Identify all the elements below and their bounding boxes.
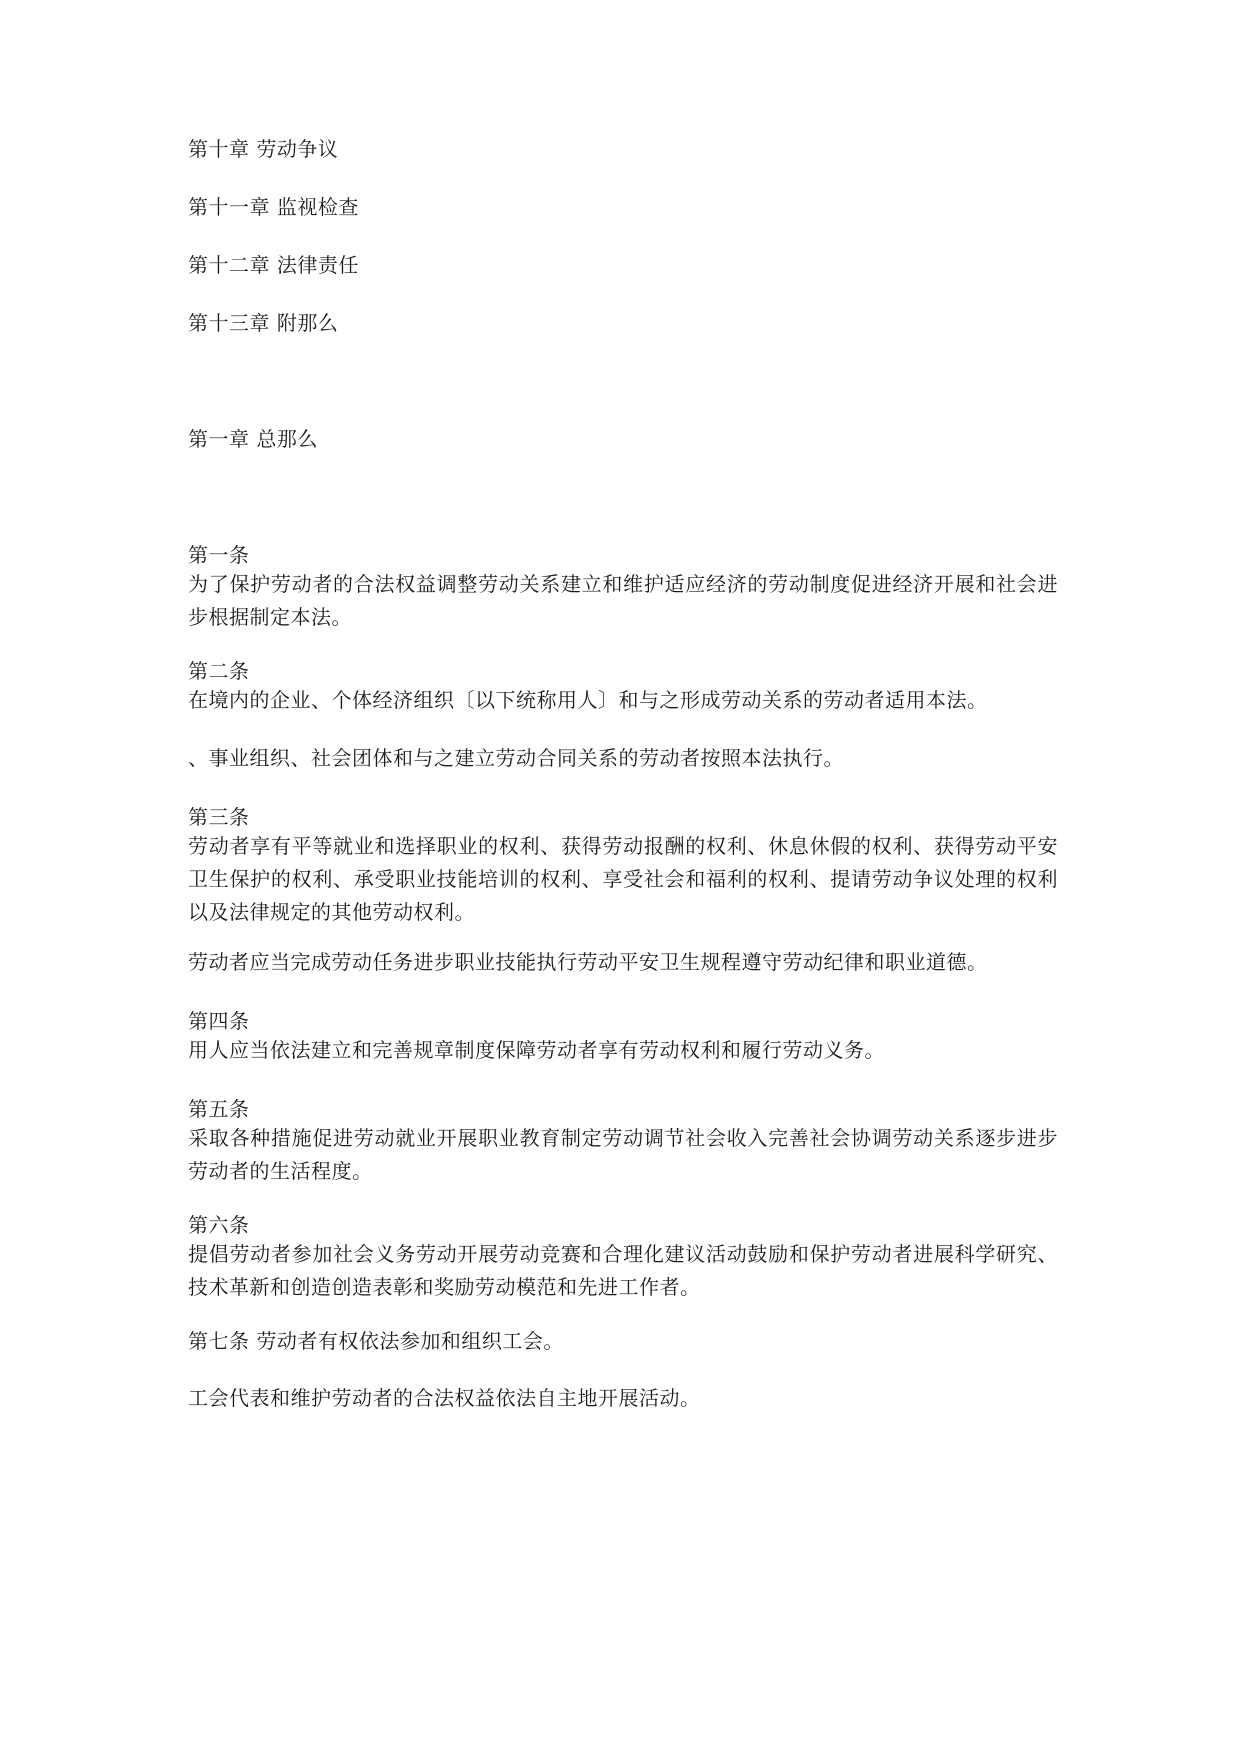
article-1-text: 为了保护劳动者的合法权益调整劳动关系建立和维护适应经济的劳动制度促进经济开展和社会进步根据制定本法。 (188, 572, 1058, 629)
article-5-text: 采取各种措施促进劳动就业开展职业教育制定劳动调节社会收入完善社会协调劳动关系逐步进步劳动者的生活程度。 (188, 1126, 1058, 1183)
article-4-text: 用人应当依法建立和完善规章制度保障劳动者享有劳动权利和履行劳动义务。 (188, 1038, 885, 1062)
article-2-title: 第二条 (188, 659, 250, 683)
article-3-text: 劳动者享有平等就业和选择职业的权利、获得劳动报酬的权利、休息休假的权利、获得劳动平安卫生保护的权利、承受职业技能培训的权利、享受社会和福利的权利、提请劳动争议处理的权利以及法律规定的其他劳动权利。 (188, 834, 1058, 924)
article-7-title: 第七条 劳动者有权依法参加和组织工会。 (188, 1329, 564, 1353)
toc-chapter-11: 第十一章 监视检查 (188, 195, 359, 219)
toc-chapter-13: 第十三章 附那么 (188, 311, 339, 335)
chapter-heading: 第一章 总那么 (188, 427, 318, 451)
article-5-title: 第五条 (188, 1097, 250, 1121)
article-2-text: 在境内的企业、个体经济组织〔以下统称用人〕和与之形成劳动关系的劳动者适用本法。 (188, 688, 988, 712)
article-2-text-2: 、事业组织、社会团体和与之建立劳动合同关系的劳动者按照本法执行。 (188, 746, 844, 770)
article-6-text: 提倡劳动者参加社会义务劳动开展劳动竞赛和合理化建议活动鼓励和保护劳动者进展科学研究、技术革新和创造创造表彰和奖励劳动模范和先进工作者。 (188, 1242, 1058, 1299)
article-4-title: 第四条 (188, 1009, 250, 1033)
document-page (188, 0, 1068, 1754)
article-1-title: 第一条 (188, 543, 250, 567)
article-6-title: 第六条 (188, 1213, 250, 1237)
article-3-text-2: 劳动者应当完成劳动任务进步职业技能执行劳动平安卫生规程遵守劳动纪律和职业道德。 (188, 950, 988, 974)
article-7-text: 工会代表和维护劳动者的合法权益依法自主地开展活动。 (188, 1386, 701, 1410)
toc-chapter-10: 第十章 劳动争议 (188, 137, 339, 161)
toc-chapter-12: 第十二章 法律责任 (188, 253, 359, 277)
article-3-title: 第三条 (188, 805, 250, 829)
